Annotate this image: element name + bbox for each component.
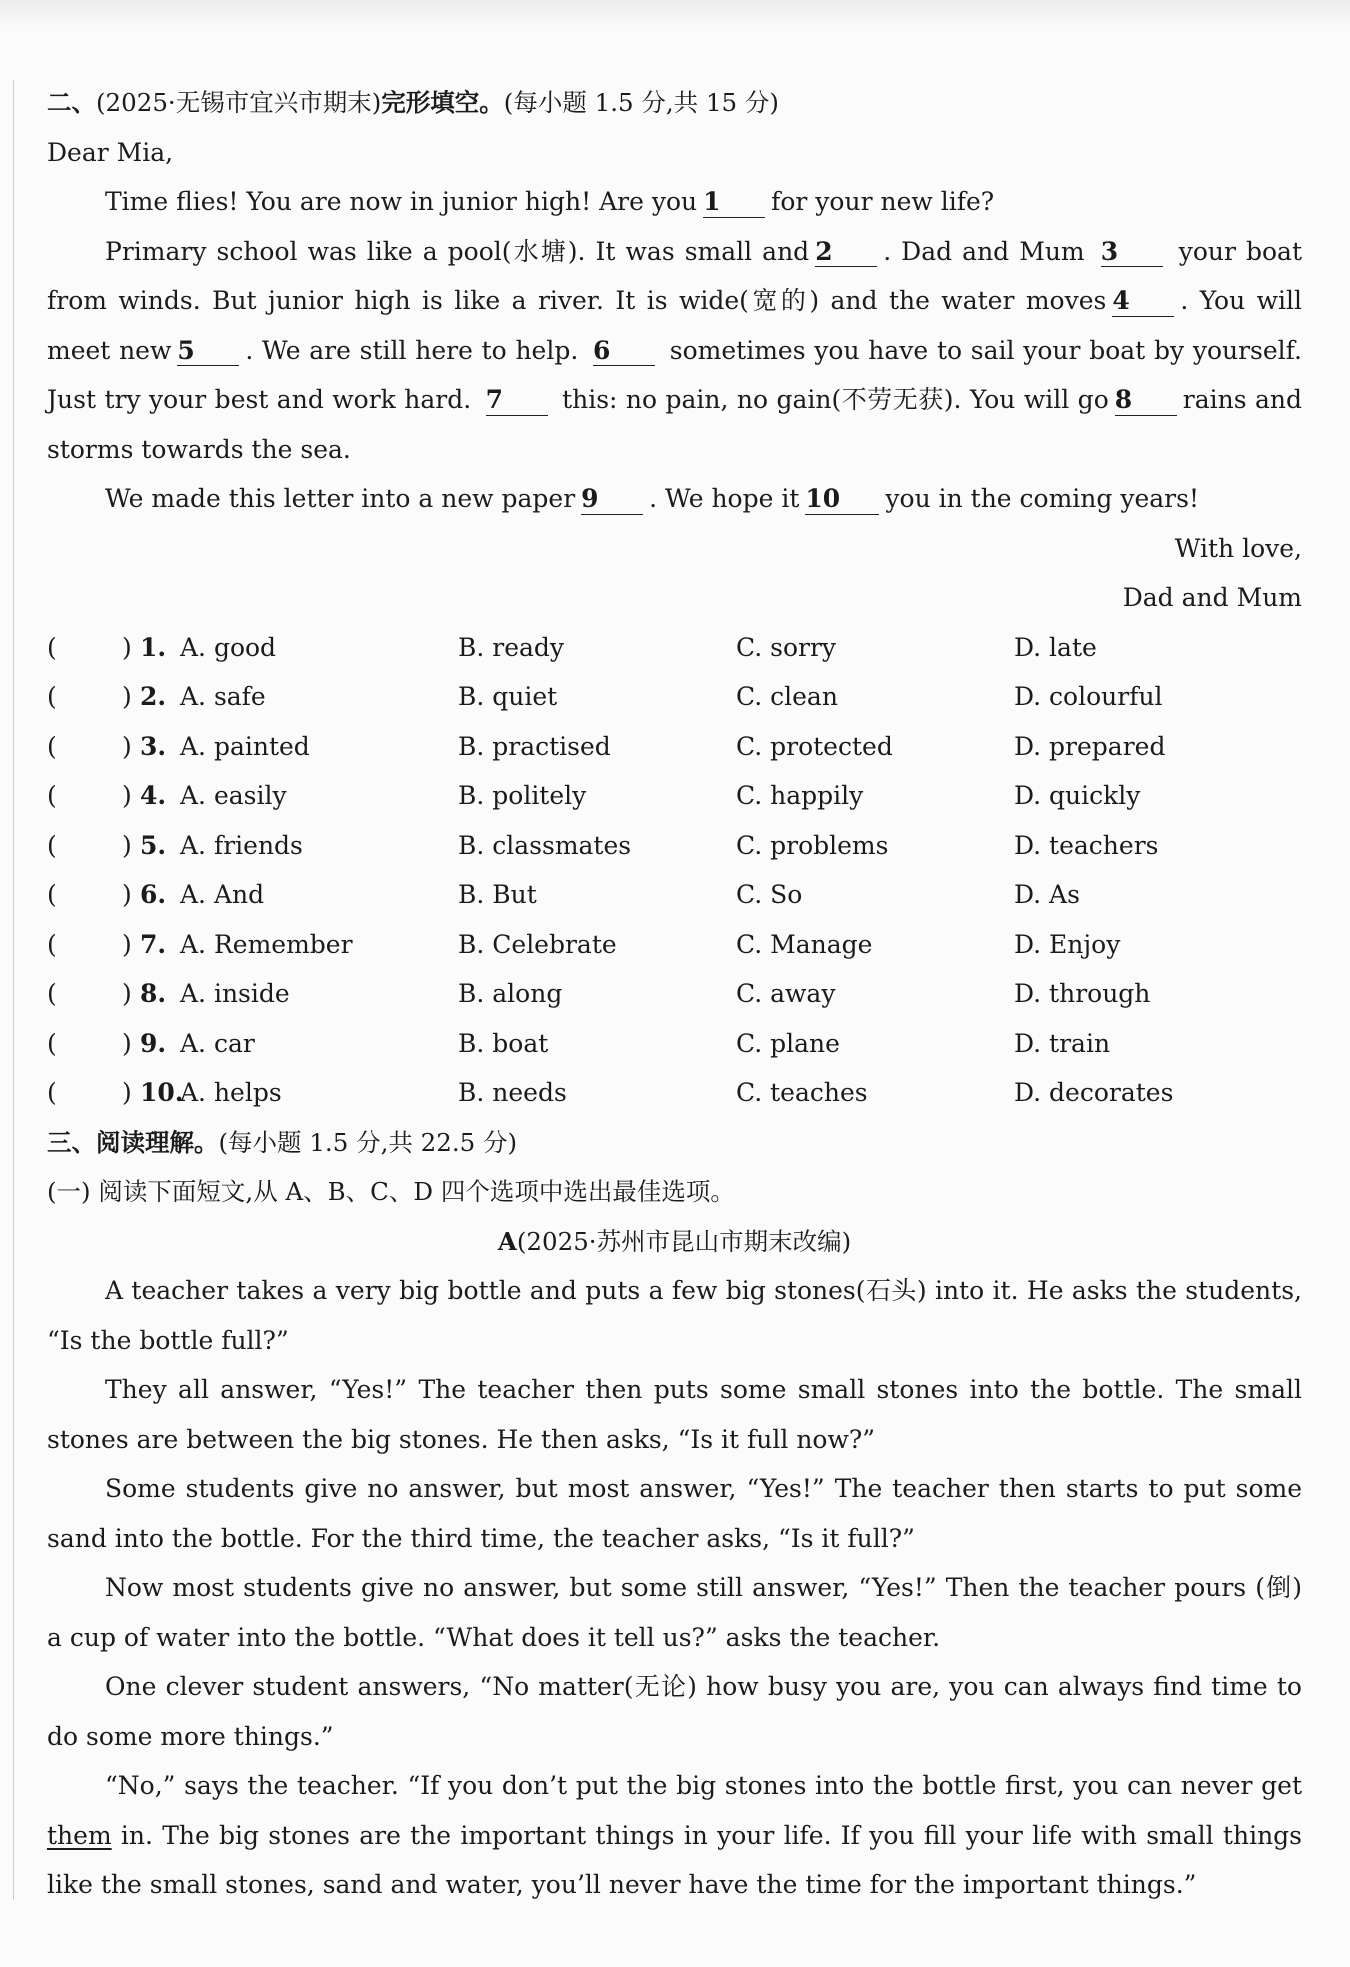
blank-3: 3 — [1101, 238, 1163, 268]
answer-paren-close: ) — [122, 830, 132, 860]
question-row — [47, 920, 1302, 970]
letter-greeting: Dear Mia, — [47, 137, 174, 167]
blank-8: 8 — [1115, 386, 1177, 416]
section-number: 二、 — [47, 88, 96, 117]
answer-paren-close: ) — [122, 929, 132, 959]
option-b: B. classmates — [458, 830, 632, 860]
passage-paragraph: They all answer, “Yes!” The teacher then puts some small stones into the bottle. The small stones are between the big stones. He then asks, “Is it full now?” — [47, 1375, 1302, 1454]
passage-paragraph — [47, 1761, 1302, 1910]
text: for your new life? — [771, 187, 995, 216]
letter-body — [47, 177, 1302, 524]
scan-shadow — [0, 0, 1350, 28]
question-number: 7. — [140, 929, 167, 959]
answer-paren-open: ( — [47, 731, 57, 761]
answer-paren-close: ) — [122, 731, 132, 761]
passage-letter: A — [497, 1226, 517, 1256]
blank-5: 5 — [177, 337, 239, 367]
text: “No,” says the teacher. “If you don’t put the big stones into the bottle first, you can never get — [105, 1771, 1302, 1800]
blank-7: 7 — [486, 386, 548, 416]
question-row — [47, 722, 1302, 772]
option-b: B. ready — [458, 632, 565, 662]
option-c: C. away — [736, 979, 836, 1008]
option-b: B. along — [458, 979, 563, 1008]
section-title: 阅读理解。 — [96, 1127, 219, 1157]
question-number: 4. — [140, 781, 167, 810]
blank-6: 6 — [593, 337, 655, 367]
text: this: no pain, no gain(不劳无获). You will go — [562, 385, 1109, 414]
section-source: (2025·无锡市宜兴市期末) — [96, 88, 382, 117]
answer-paren-close: ) — [122, 632, 132, 662]
blank-2: 2 — [815, 238, 877, 268]
answer-paren-open: ( — [47, 1078, 57, 1107]
option-c: C. So — [736, 880, 803, 909]
option-c: C. protected — [736, 731, 893, 761]
question-row — [47, 771, 1302, 821]
option-a: A. car — [180, 1028, 255, 1058]
answer-paren-open: ( — [47, 830, 57, 860]
question-number: 2. — [140, 682, 167, 711]
letter-paragraph-3 — [47, 474, 1302, 524]
question-row — [47, 870, 1302, 920]
reading-instruction: (一) 阅读下面短文,从 A、B、C、D 四个选项中选出最佳选项。 — [47, 1177, 735, 1206]
answer-paren-close: ) — [122, 1078, 132, 1107]
passage-body — [47, 1266, 1302, 1910]
section-points: (每小题 1.5 分,共 15 分) — [503, 88, 779, 117]
option-d: D. prepared — [1014, 731, 1166, 761]
passage-source: (2025·苏州市昆山市期末改编) — [516, 1226, 852, 1256]
text: . You will meet new — [47, 286, 1302, 365]
option-a: A. And — [180, 880, 265, 909]
option-d: D. teachers — [1014, 830, 1159, 860]
option-c: C. happily — [736, 781, 864, 810]
option-d: D. Enjoy — [1014, 929, 1121, 959]
question-number: 6. — [140, 880, 167, 909]
option-d: D. colourful — [1014, 682, 1163, 711]
answer-paren-open: ( — [47, 880, 57, 909]
passage-paragraph: One clever student answers, “No matter(无论) how busy you are, you can always find time to do some more things.” — [47, 1672, 1302, 1751]
option-a: A. easily — [180, 781, 287, 810]
option-c: C. clean — [736, 682, 838, 711]
option-a: A. inside — [180, 979, 290, 1008]
option-c: C. sorry — [736, 632, 837, 662]
option-a: A. safe — [180, 682, 266, 711]
question-row — [47, 623, 1302, 673]
question-number: 8. — [140, 979, 167, 1008]
text: . We hope it — [649, 484, 800, 513]
margin-line — [13, 80, 14, 1900]
answer-paren-open: ( — [47, 979, 57, 1008]
option-b: B. politely — [458, 781, 587, 810]
option-a: A. helps — [180, 1078, 282, 1107]
letter-paragraph-2 — [47, 227, 1302, 475]
option-d: D. quickly — [1014, 781, 1141, 810]
text: you in the coming years! — [885, 484, 1200, 513]
text: . We are still here to help. — [245, 335, 579, 365]
text: in. The big stones are the important things in your life. If you fill your life with small things like the small stones, sand and water, you’ll never have the time for the important things.” — [47, 1820, 1303, 1899]
question-number: 5. — [140, 830, 167, 860]
option-b: B. But — [458, 880, 537, 909]
text: your boat from winds. But junior high is like a river. It is wide(宽的) and the water moves — [47, 236, 1303, 315]
question-row — [47, 672, 1302, 722]
section-title: 完形填空。 — [381, 88, 504, 117]
option-d: D. train — [1014, 1028, 1111, 1058]
cloze-heading — [47, 78, 1302, 128]
text: rains and storms towards the sea. — [47, 385, 1302, 464]
question-number: 9. — [140, 1028, 167, 1058]
answer-paren-open: ( — [47, 682, 57, 711]
text: Primary school was like a pool(水塘). It was small and — [105, 236, 810, 266]
option-c: C. teaches — [736, 1078, 868, 1107]
section-number: 三、 — [47, 1127, 96, 1157]
question-number: 10. — [140, 1078, 184, 1107]
text: sometimes you have to sail your boat by yourself. Just try your best and work hard. — [47, 335, 1302, 414]
answer-paren-open: ( — [47, 632, 57, 662]
question-row — [47, 1019, 1302, 1069]
option-b: B. boat — [458, 1028, 549, 1058]
question-row — [47, 821, 1302, 871]
option-b: B. needs — [458, 1078, 567, 1107]
option-c: C. Manage — [736, 929, 873, 959]
passage-paragraph: Some students give no answer, but most answer, “Yes!” The teacher then starts to put some sand into the bottle. For the third time, the teacher asks, “Is it full?” — [47, 1474, 1302, 1553]
answer-paren-open: ( — [47, 929, 57, 959]
letter-closing: With love, — [1174, 533, 1302, 563]
passage-paragraph: Now most students give no answer, but some still answer, “Yes!” Then the teacher pours (倒) a cup of water into the bottle. “What does it tell us?” asks the teacher. — [47, 1573, 1302, 1652]
text: . Dad and Mum — [883, 236, 1085, 266]
question-number: 3. — [140, 731, 167, 761]
blank-10: 10 — [805, 485, 879, 515]
answer-paren-close: ) — [122, 979, 132, 1008]
section-points: (每小题 1.5 分,共 22.5 分) — [218, 1127, 518, 1157]
blank-1: 1 — [703, 188, 765, 218]
option-d: D. through — [1014, 979, 1151, 1008]
answer-paren-open: ( — [47, 1028, 57, 1058]
letter-paragraph-1 — [47, 177, 1302, 227]
answer-paren-close: ) — [122, 1028, 132, 1058]
option-d: D. decorates — [1014, 1078, 1174, 1107]
option-d: D. late — [1014, 632, 1097, 662]
option-b: B. practised — [458, 731, 611, 761]
letter-signature: Dad and Mum — [1122, 583, 1302, 612]
blank-9: 9 — [581, 485, 643, 515]
option-d: D. As — [1014, 880, 1080, 909]
answer-paren-close: ) — [122, 880, 132, 909]
question-row — [47, 1068, 1302, 1118]
passage-paragraph: A teacher takes a very big bottle and puts a few big stones(石头) into it. He asks the students, “Is the bottle full?” — [47, 1276, 1302, 1355]
option-a: A. friends — [180, 830, 303, 860]
underlined-word: them — [47, 1820, 112, 1850]
question-number: 1. — [140, 632, 167, 662]
reading-heading — [47, 1118, 1302, 1168]
content — [47, 78, 1302, 1910]
answer-paren-close: ) — [122, 682, 132, 711]
question-row — [47, 969, 1302, 1019]
blank-4: 4 — [1112, 287, 1174, 317]
option-a: A. Remember — [180, 929, 353, 959]
option-b: B. quiet — [458, 682, 558, 711]
answer-paren-open: ( — [47, 781, 57, 810]
option-c: C. problems — [736, 830, 889, 860]
answer-paren-close: ) — [122, 781, 132, 810]
option-c: C. plane — [736, 1028, 840, 1058]
option-a: A. good — [180, 632, 277, 662]
option-b: B. Celebrate — [458, 929, 617, 959]
text: Time flies! You are now in junior high! Are you — [105, 187, 698, 216]
question-list — [47, 623, 1302, 1118]
text: We made this letter into a new paper — [105, 484, 576, 513]
option-a: A. painted — [180, 731, 310, 761]
passage-title — [47, 1217, 1302, 1267]
